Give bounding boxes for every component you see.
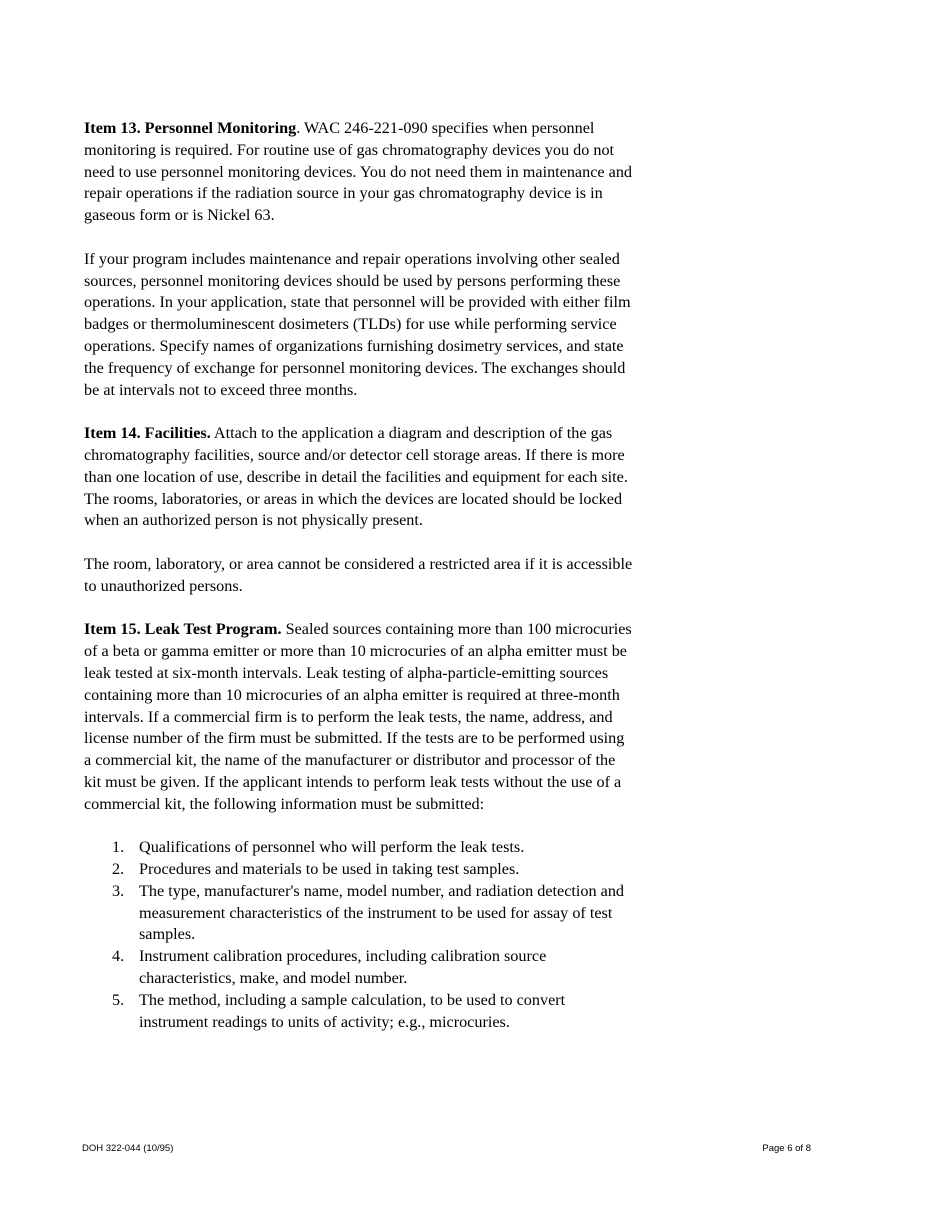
- item-13-heading: Item 13. Personnel Monitoring: [84, 119, 297, 137]
- document-body: [84, 118, 634, 1033]
- item-15-heading: Item 15. Leak Test Program.: [84, 620, 282, 639]
- item-13-paragraph: [84, 118, 634, 227]
- item-14-heading: Item 14. Facilities.: [84, 424, 211, 443]
- list-item: [84, 881, 634, 946]
- form-number: DOH 322-044 (10/95): [82, 1143, 174, 1154]
- item-14-paragraph: [84, 423, 634, 532]
- leak-test-requirements-list: [84, 837, 634, 1033]
- list-item: [84, 946, 634, 990]
- list-item: [84, 990, 634, 1034]
- list-item-number: 2.: [112, 860, 125, 879]
- list-item-number: 3.: [112, 881, 125, 900]
- list-item-text: The type, manufacturer's name, model number, and radiation detection and measurement characteristics of the instrument to be used for assay of test samples.: [139, 881, 625, 944]
- page-number: Page 6 of 8: [762, 1143, 811, 1154]
- list-item: [84, 837, 634, 859]
- list-item-text: The method, including a sample calculation, to be used to convert instrument readings to units of activity; e.g., microcuries.: [139, 990, 566, 1031]
- item-15-paragraph: [84, 619, 634, 815]
- item-13-monitoring-paragraph: If your program includes maintenance and repair operations involving other sealed sources, personnel monitoring devices should be used by persons performing these operations. In your application, state that personnel will be provided with either film badges or thermoluminescent dosimeters (TLDs) for use while performing service operations. Specify names of organizations furnishing dosimetry services, and state the frequency of exchange for personnel monitoring devices. The exchanges should be at intervals not to exceed three months.: [84, 249, 631, 399]
- list-item-text: Instrument calibration procedures, including calibration source characteristics, make, and model number.: [139, 947, 547, 988]
- list-item-number: 1.: [112, 838, 125, 857]
- list-item: [84, 859, 634, 881]
- list-item-text: Qualifications of personnel who will perform the leak tests.: [139, 838, 525, 857]
- item-14-restricted-area-paragraph: The room, laboratory, or area cannot be considered a restricted area if it is accessible to unauthorized persons.: [84, 554, 633, 595]
- item-13-text: . WAC 246-221-090 specifies when personnel monitoring is required. For routine use of gas chromatography devices you do not need to use personnel monitoring devices. You do not need them in maintenance and repair operations if the radiation source in your gas chromatography device is in gaseous form or is Nickel 63.: [84, 119, 633, 225]
- item-15-text: Sealed sources containing more than 100 microcuries of a beta or gamma emitter or more than 10 microcuries of an alpha emitter must be leak tested at six-month intervals. Leak testing of alpha-particle-emitting sources containing more than 10 microcuries of an alpha emitter is required at three-month intervals. If a commercial firm is to perform the leak tests, the name, address, and license number of the firm must be submitted. If the tests are to be performed using a commercial kit, the name of the manufacturer or distributor and processor of the kit must be given. If the applicant intends to perform leak tests without the use of a commercial kit, the following information must be submitted:: [84, 620, 632, 813]
- list-item-number: 5.: [112, 990, 125, 1009]
- list-item-number: 4.: [112, 947, 125, 966]
- item-14-text: Attach to the application a diagram and description of the gas chromatography facilities, source and/or detector cell storage areas. If there is more than one location of use, describe in detail the facilities and equipment for each site. The rooms, laboratories, or areas in which the devices are located should be locked when an authorized person is not physically present.: [84, 424, 628, 530]
- list-item-text: Procedures and materials to be used in taking test samples.: [139, 860, 520, 879]
